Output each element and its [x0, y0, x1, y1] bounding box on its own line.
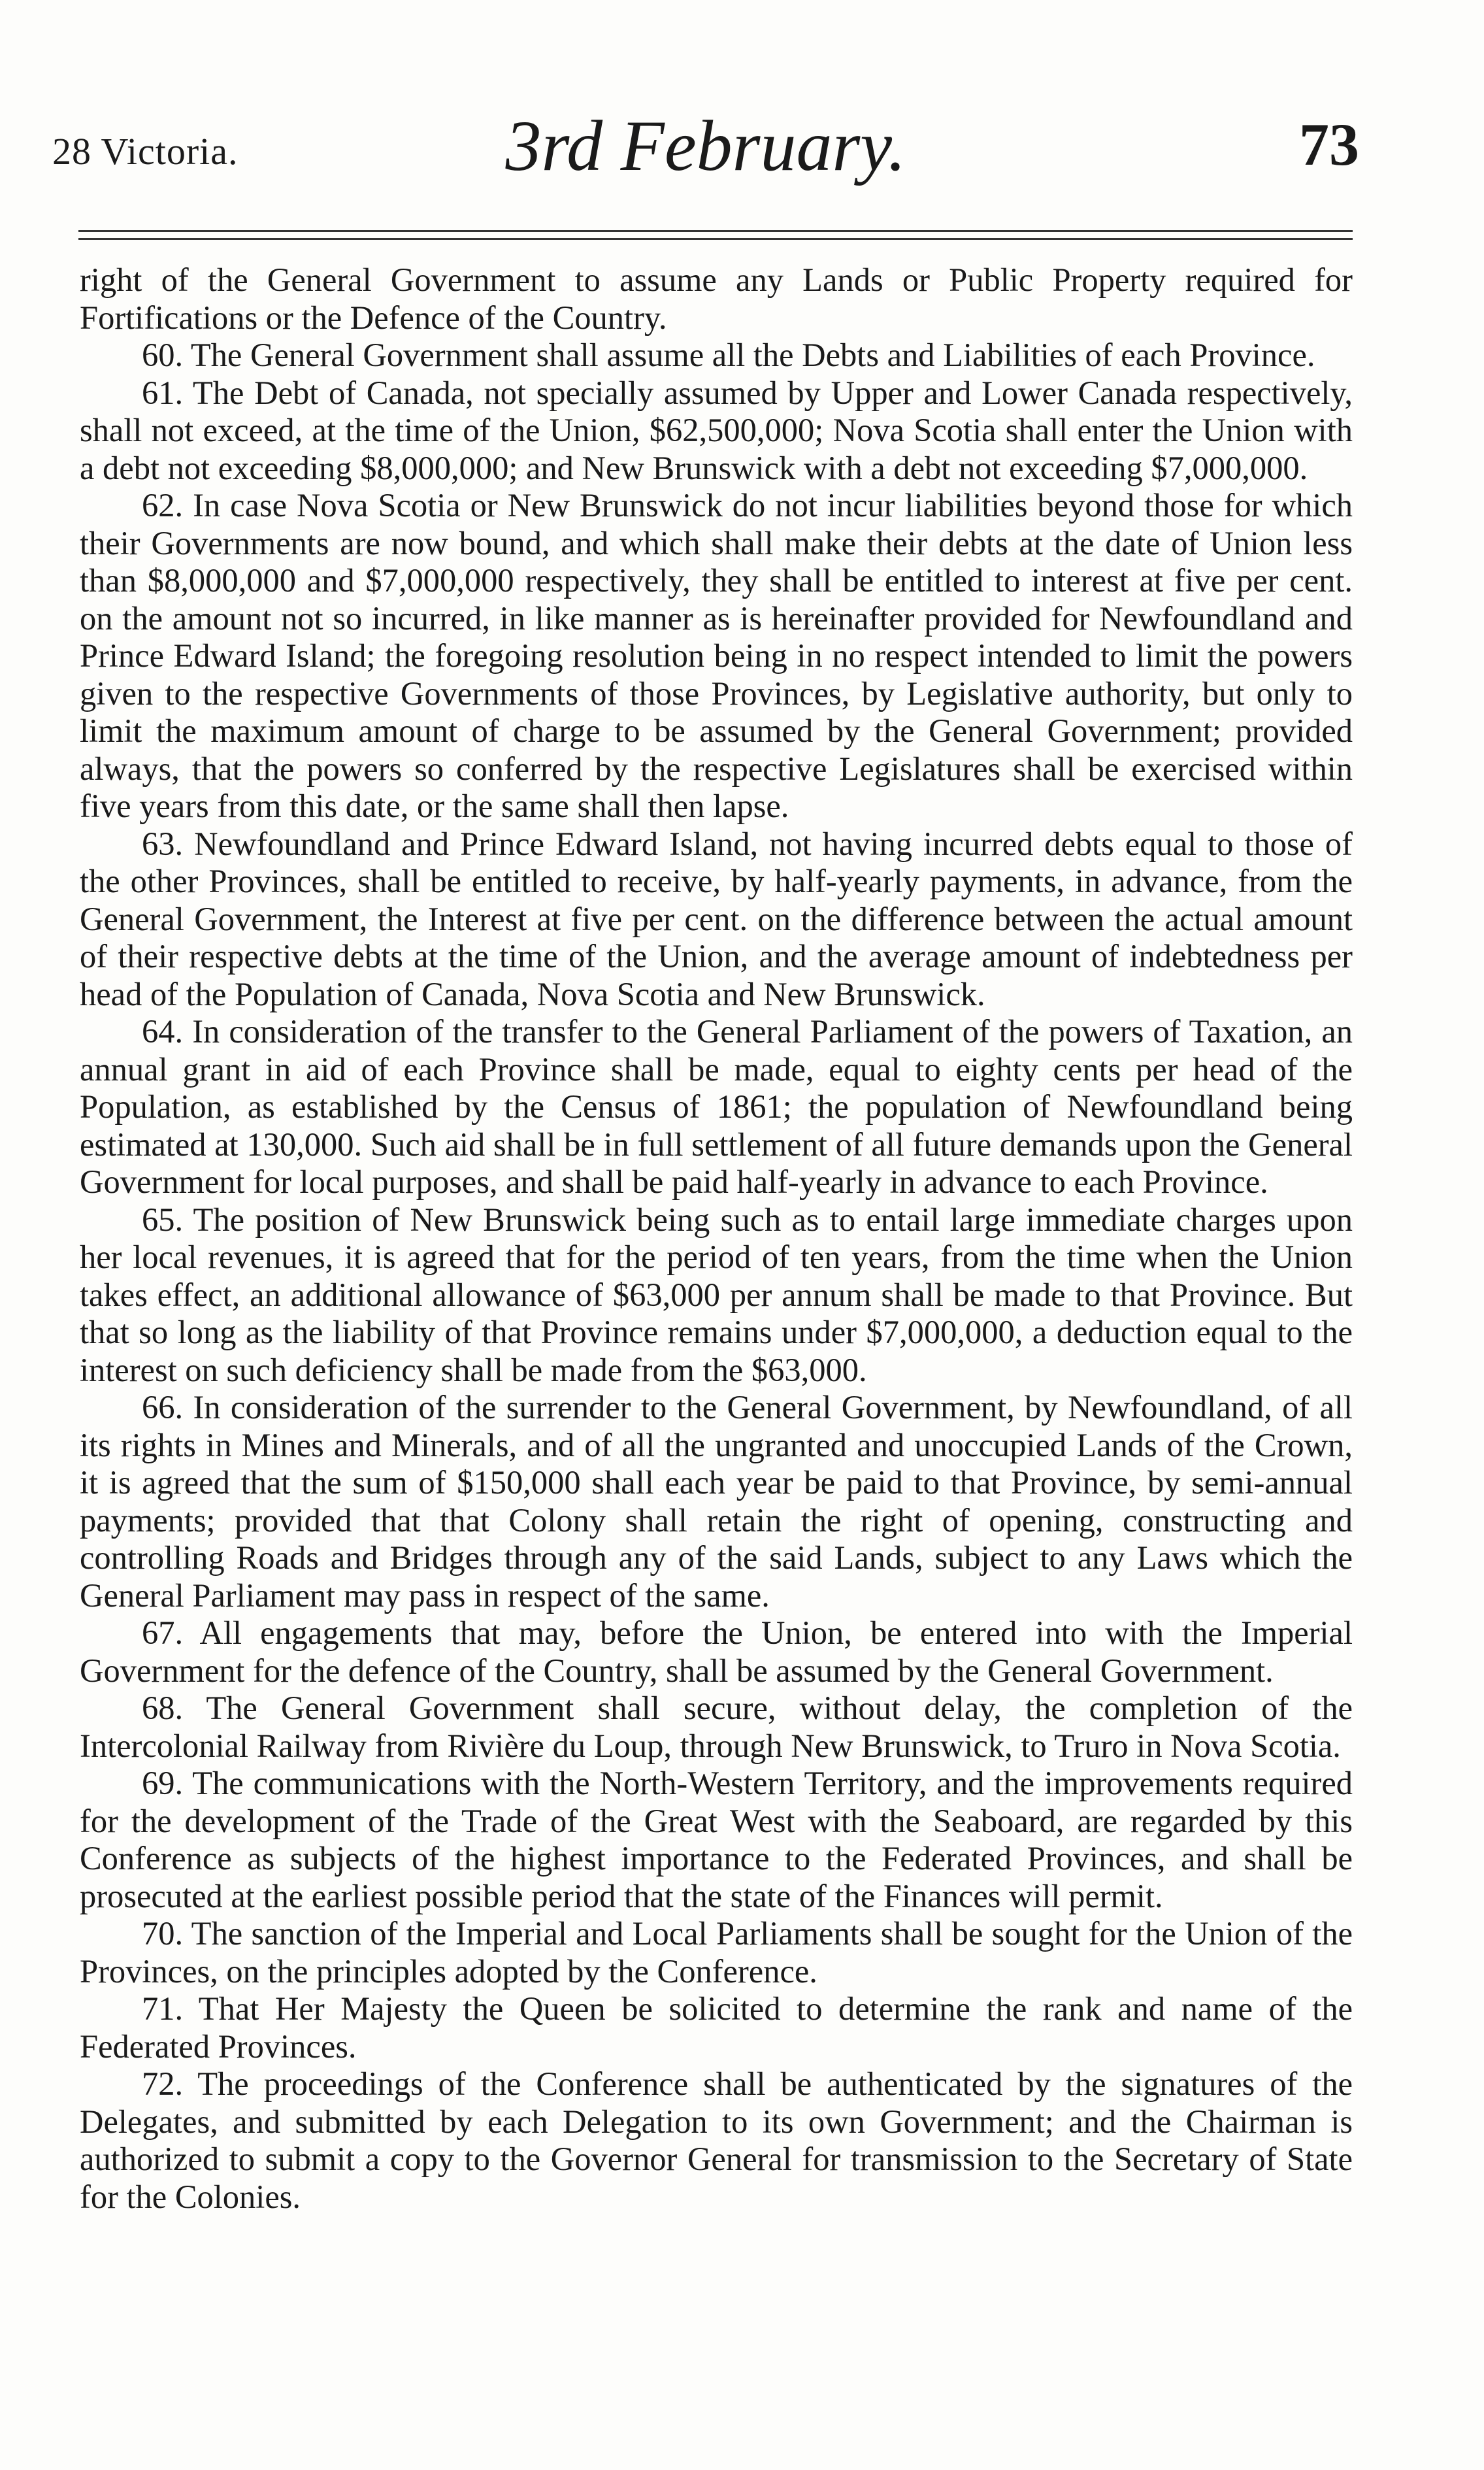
document-body	[80, 261, 1353, 2216]
paragraph-72: 72. The proceedings of the Conference shall be authenticated by the signatures of the Delegates, and submitted by each Delegation to its own Government; and the Chairman is authorized to submit a copy to the Governor General for transmission to the Secretary of State for the Colonies.	[80, 2065, 1353, 2215]
paragraph-70: 70. The sanction of the Imperial and Local Parliaments shall be sought for the Union of the Provinces, on the principles adopted by the Conference.	[80, 1915, 1353, 1990]
paragraph-continuation: right of the General Government to assume any Lands or Public Property required for Fortifications or the Defence of the Country.	[80, 261, 1353, 336]
paragraph-61: 61. The Debt of Canada, not specially assumed by Upper and Lower Canada respectively, shall not exceed, at the time of the Union, $62,500,000; Nova Scotia shall enter the Union with a debt not exceeding $8,000,000; and New Brunswick with a debt not exceeding $7,000,000.	[80, 374, 1353, 486]
paragraph-67: 67. All engagements that may, before the Union, be entered into with the Imperial Government for the defence of the Country, shall be assumed by the General Government.	[80, 1614, 1353, 1689]
regnal-year: 28 Victoria.	[52, 130, 239, 173]
paragraph-65: 65. The position of New Brunswick being such as to entail large immediate charges upon her local revenues, it is agreed that for the period of ten years, from the time when the Union takes effect, an additional allowance of $63,000 per annum shall be made to that Province. But that so long as the liability of that Province remains under $7,000,000, a deduction equal to the interest on such deficiency shall be made from the $63,000.	[80, 1201, 1353, 1388]
paragraph-71: 71. That Her Majesty the Queen be solicited to determine the rank and name of the Federated Provinces.	[80, 1990, 1353, 2065]
paragraph-68: 68. The General Government shall secure, without delay, the completion of the Intercolonial Railway from Rivière du Loup, through New Brunswick, to Truro in Nova Scotia.	[80, 1690, 1353, 1764]
header-rule-bottom	[78, 238, 1353, 240]
paragraph-60: 60. The General Government shall assume all the Debts and Liabilities of each Province.	[142, 337, 1315, 373]
paragraph-64: 64. In consideration of the transfer to the General Parliament of the powers of Taxation, an annual grant in aid of each Province shall be made, equal to eighty cents per head of the Population, as established by the Census of 1861; the population of Newfoundland being estimated at 130,000. Such aid shall be in full settlement of all future demands upon the General Government for local purposes, and shall be paid half-yearly in advance to each Province.	[80, 1013, 1353, 1200]
paragraph-62: 62. In case Nova Scotia or New Brunswick do not incur liabilities beyond those for which their Governments are now bound, and which shall make their debts at the date of Union less than $8,000,000 and $7,000,000 respectively, they shall be entitled to interest at five per cent. on the amount not so incurred, in like manner as is hereinafter provided for Newfoundland and Prince Edward Island; the foregoing resolution being in no respect intended to limit the powers given to the respective Governments of those Provinces, by Legislative authority, but only to limit the maximum amount of charge to be assumed by the General Government; provided always, that the powers so conferred by the respective Legislatures shall be exercised within five years from this date, or the same shall then lapse.	[80, 487, 1353, 824]
page-header	[52, 92, 1359, 186]
page-number: 73	[1299, 111, 1359, 178]
paragraph-66: 66. In consideration of the surrender to the General Government, by Newfoundland, of all its rights in Mines and Minerals, and of all the ungranted and unoccupied Lands of the Crown, it is agreed that the sum of $150,000 shall each year be paid to that Province, by semi-annual payments; provided that that Colony shall retain the right of opening, constructing and controlling Roads and Bridges through any of the said Lands, subject to any Laws which the General Parliament may pass in respect of the same.	[80, 1389, 1353, 1614]
paragraph-69: 69. The communications with the North-Western Territory, and the improvements required for the development of the Trade of the Great West with the Seaboard, are regarded by this Conference as subjects of the highest importance to the Federated Provinces, and shall be prosecuted at the earliest possible period that the state of the Finances will permit.	[80, 1765, 1353, 1914]
paragraph-63: 63. Newfoundland and Prince Edward Island, not having incurred debts equal to those of the other Provinces, shall be entitled to receive, by half-yearly payments, in advance, from the General Government, the Interest at five per cent. on the difference between the actual amount of their respective debts at the time of the Union, and the average amount of indebtedness per head of the Population of Canada, Nova Scotia and New Brunswick.	[80, 825, 1353, 1012]
page-date-heading: 3rd February.	[505, 106, 906, 186]
header-rule-top	[78, 230, 1353, 232]
